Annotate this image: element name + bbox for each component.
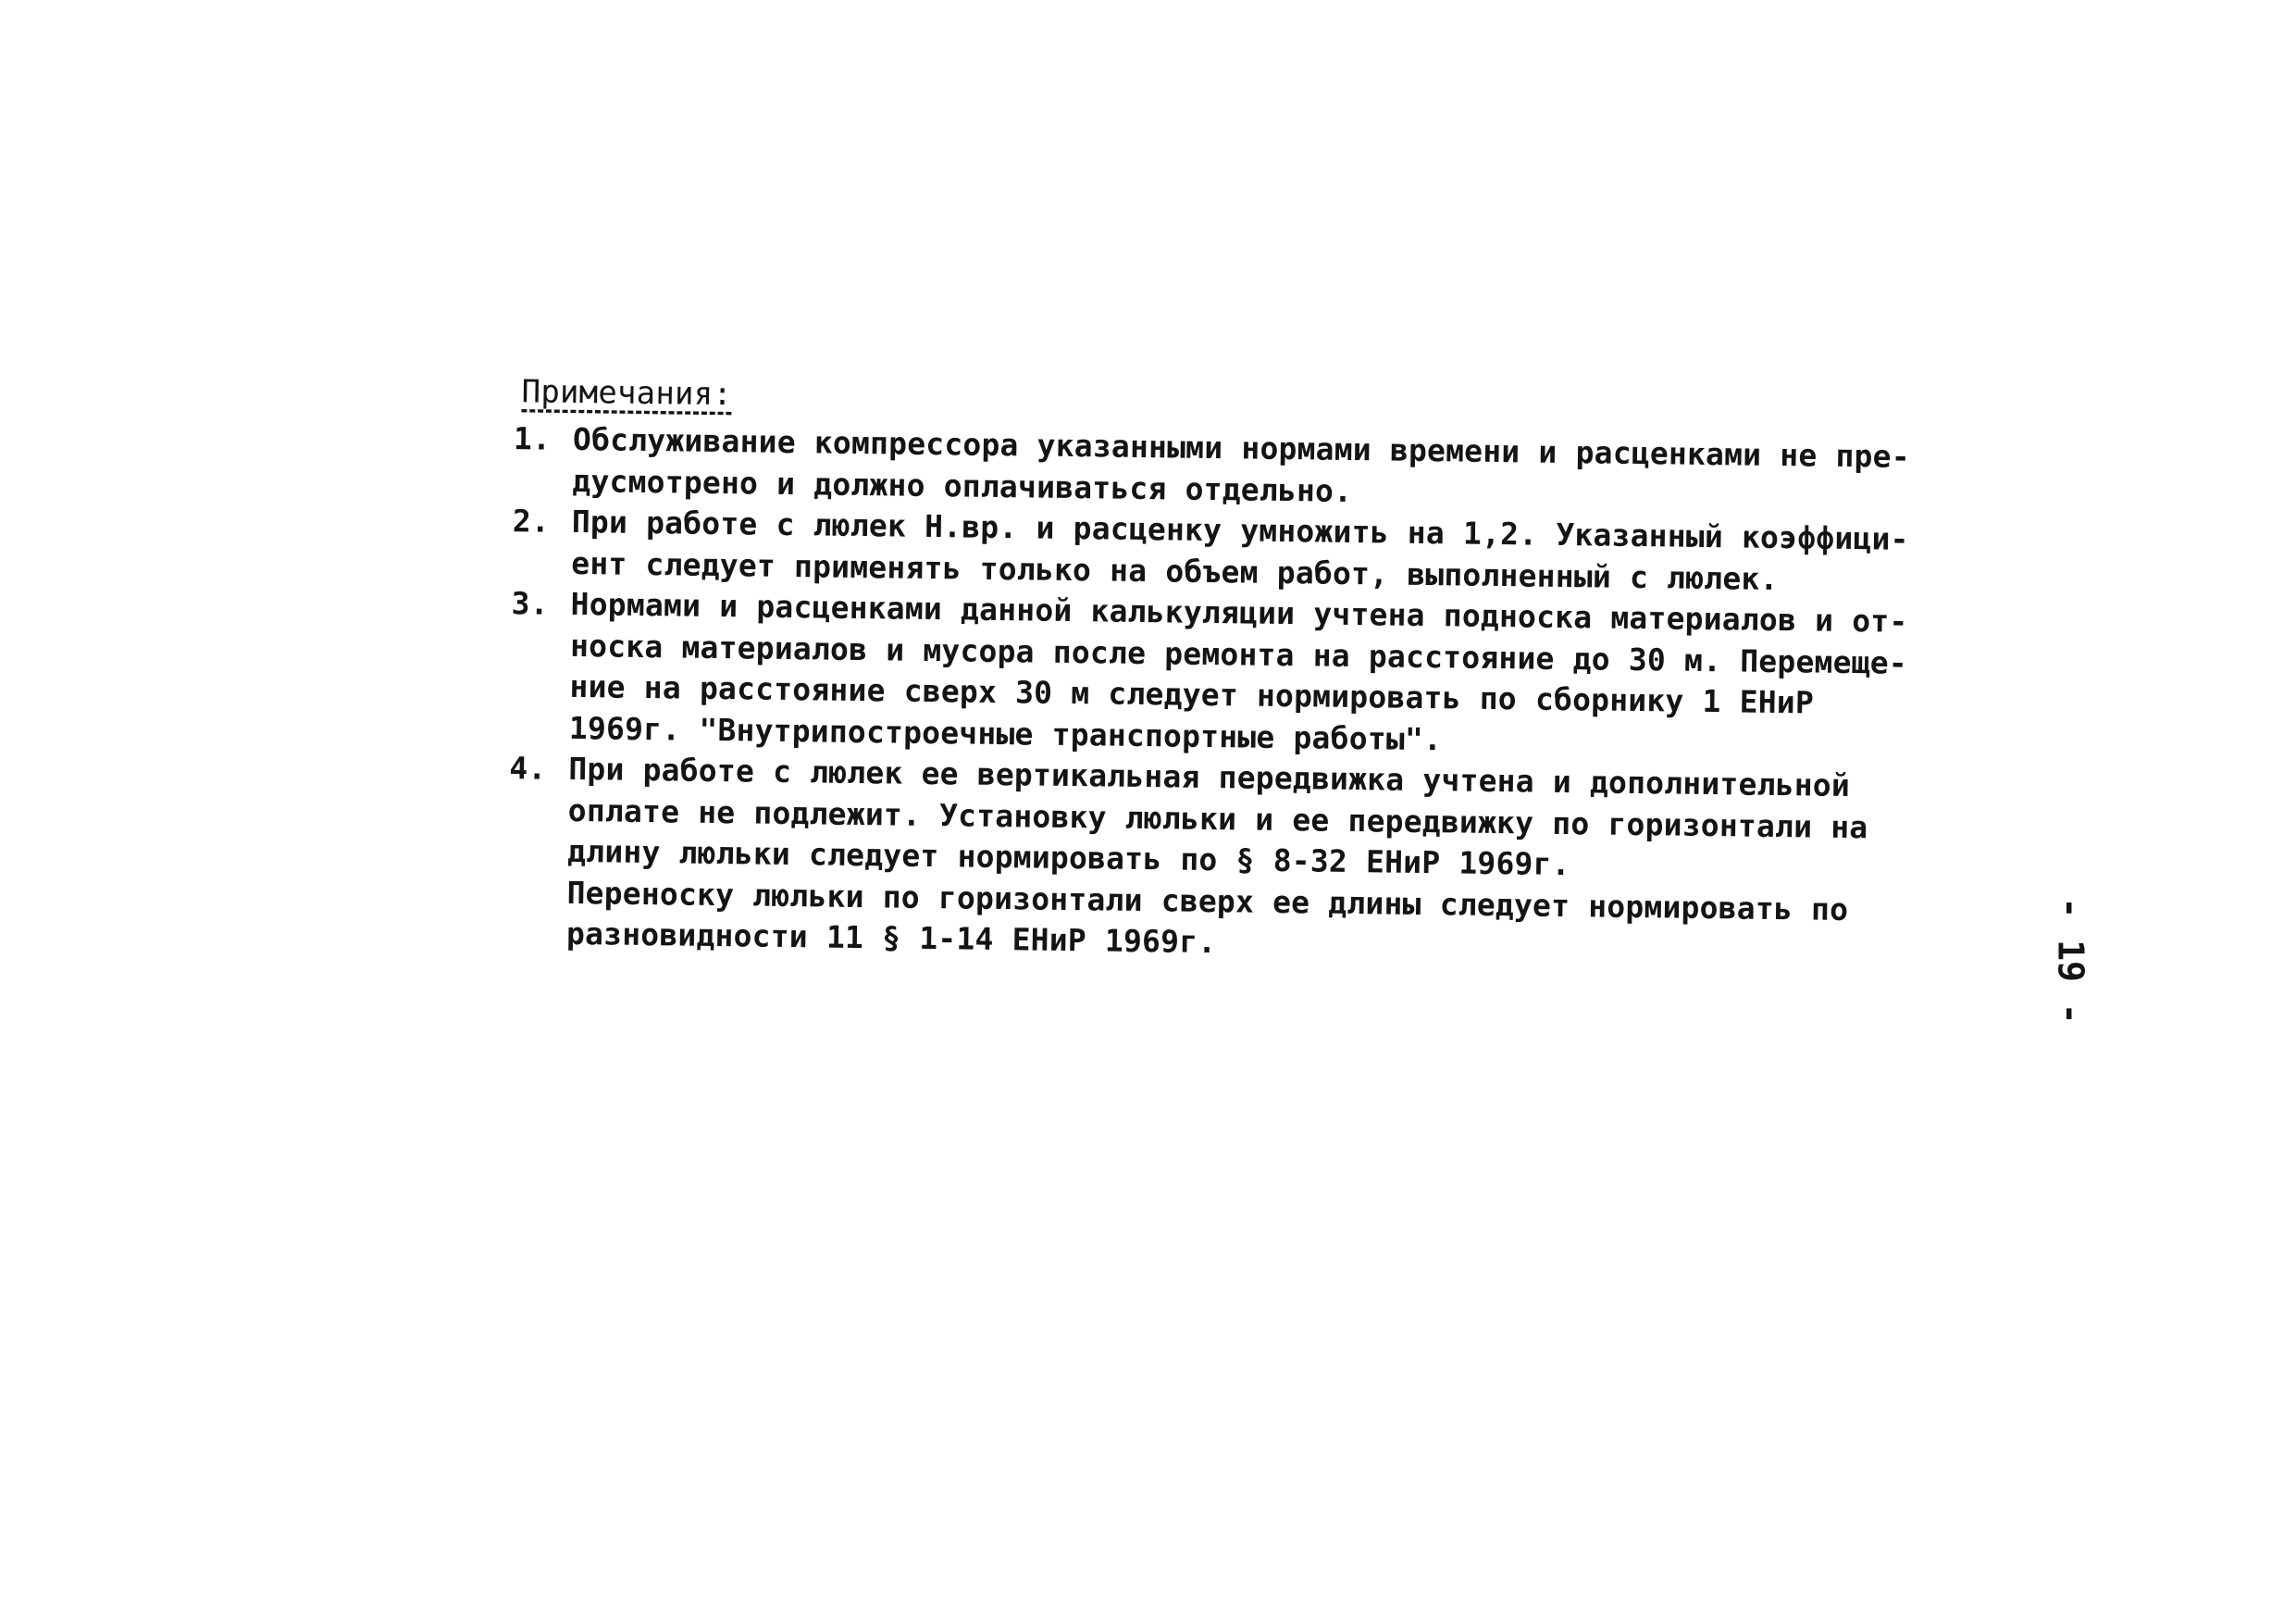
note-line: При работе с люлек ее вертикальная передвижка учтена и дополнительной — [568, 750, 1851, 804]
note-line: дусмотрено и должно оплачиваться отдельно. — [572, 462, 1353, 509]
page-number-text: - 19 - — [2051, 897, 2091, 1025]
note-line: Обслуживание компрессора указанными нормами времени и расценками не пре- — [572, 420, 1911, 475]
note-line: Переноску люльки по горизонтали сверх ее длины следует нормировать по — [566, 874, 1849, 927]
note-text — [566, 749, 2039, 974]
notes-heading: Примечания: — [521, 373, 733, 414]
note-line: ент следует применять только на объем работ, выполненный с люлек. — [571, 544, 1779, 597]
note-line: 1969г. "Внутрипостроечные транспортные работы". — [568, 709, 1443, 757]
note-text — [569, 584, 2041, 768]
note-number: 2. — [512, 503, 551, 540]
notes-list — [500, 418, 2042, 974]
note-number: 3. — [511, 585, 550, 622]
note-line: При работе с люлек Н.вр. и расценку умножить на 1,2. Указанный коэффици- — [571, 503, 1909, 557]
note-line: Нормами и расценками данной калькуляции учтена подноска материалов и от- — [570, 585, 1908, 640]
note-item-3 — [503, 583, 2041, 768]
note-line: ние на расстояние сверх 30 м следует нормировать по сборнику 1 ЕНиР — [569, 667, 1815, 721]
note-line: носка материалов и мусора после ремонта на расстояние до 30 м. Перемеще- — [569, 627, 1908, 681]
note-line: длину люльки следует нормировать по § 8-32 ЕНиР 1969г. — [566, 832, 1571, 883]
note-item-4 — [500, 748, 2039, 974]
note-line: оплате не подлежит. Установку люльки и ее передвижку по горизонтали на — [567, 791, 1868, 845]
notes-section — [500, 370, 2043, 974]
note-number: 1. — [513, 420, 552, 457]
note-line: разновидности 11 § 1-14 ЕНиР 1969г. — [565, 915, 1217, 961]
page-number — [2053, 878, 2090, 1044]
note-number: 4. — [509, 750, 547, 787]
